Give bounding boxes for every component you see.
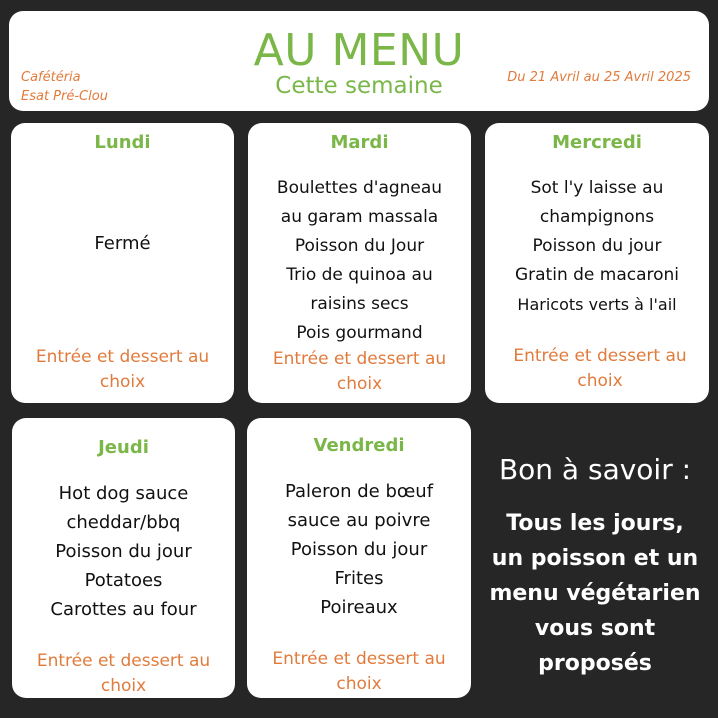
dish-list (485, 174, 709, 319)
day-name: Lundi (94, 132, 151, 153)
day-card-lundi (11, 123, 234, 403)
extra-note: Entrée et dessert au choix (513, 346, 687, 391)
day-card-mardi (248, 123, 471, 403)
extra-note: Entrée et dessert au choix (272, 649, 446, 694)
info-title: Bon à savoir : (498, 453, 692, 486)
day-name: Mercredi (552, 132, 642, 153)
dish: cheddar/bbq (66, 512, 181, 533)
venue-line-1: Cafétéria (21, 70, 81, 85)
extra-note: Entrée et dessert au choix (36, 651, 211, 696)
extra-note: Entrée et dessert au choix (35, 347, 210, 392)
day-name: Vendredi (313, 435, 405, 456)
dish: raisins secs (310, 294, 409, 314)
date-range: Du 21 Avril au 25 Avril 2025 (507, 70, 691, 85)
info-line: vous sont (534, 616, 656, 641)
info-body (478, 506, 712, 681)
venue-line-2: Esat Pré-Clou (21, 89, 108, 104)
dish-list (12, 479, 235, 624)
day-name: Jeudi (98, 437, 149, 458)
page-subtitle: Cette semaine (275, 73, 443, 99)
header-panel (9, 11, 709, 111)
day-card-jeudi (12, 418, 235, 698)
dish: Boulettes d'agneau (276, 178, 443, 198)
dish: Potatoes (84, 570, 163, 591)
info-line: Tous les jours, (506, 511, 684, 536)
dish: champignons (539, 207, 655, 227)
dish-list (248, 174, 471, 348)
dish-list (247, 477, 471, 622)
dish: Gratin de macaroni (514, 265, 680, 285)
dish: Poisson du jour (290, 539, 428, 560)
page-title: AU MENU (253, 25, 465, 76)
info-line: proposés (538, 651, 652, 676)
dish: Pois gourmand (296, 323, 423, 343)
dish: Carottes au four (50, 599, 197, 620)
dish: Hot dog sauce (58, 483, 189, 504)
dish: Sot l'y laisse au (530, 178, 664, 198)
venue-label (21, 68, 108, 106)
extra-note: Entrée et dessert au choix (272, 349, 447, 394)
dish: sauce au poivre (287, 510, 431, 531)
dish-list (11, 229, 234, 258)
dish: Poireaux (320, 597, 398, 618)
day-card-mercredi (485, 123, 709, 403)
dish: Trio de quinoa au (286, 265, 433, 285)
dish: Paleron de bœuf (284, 481, 434, 502)
dish: Frites (334, 568, 384, 589)
info-line: un poisson et un (491, 546, 699, 571)
dish: Haricots verts à l'ail (517, 295, 677, 314)
dish: au garam massala (280, 207, 439, 227)
dish: Fermé (94, 233, 151, 254)
dish: Poisson du jour (532, 236, 662, 256)
dish: Poisson du Jour (294, 236, 425, 256)
dish: Poisson du jour (55, 541, 192, 562)
day-name: Mardi (330, 132, 389, 153)
info-line: menu végétarien (489, 581, 701, 606)
day-card-vendredi (247, 418, 471, 698)
